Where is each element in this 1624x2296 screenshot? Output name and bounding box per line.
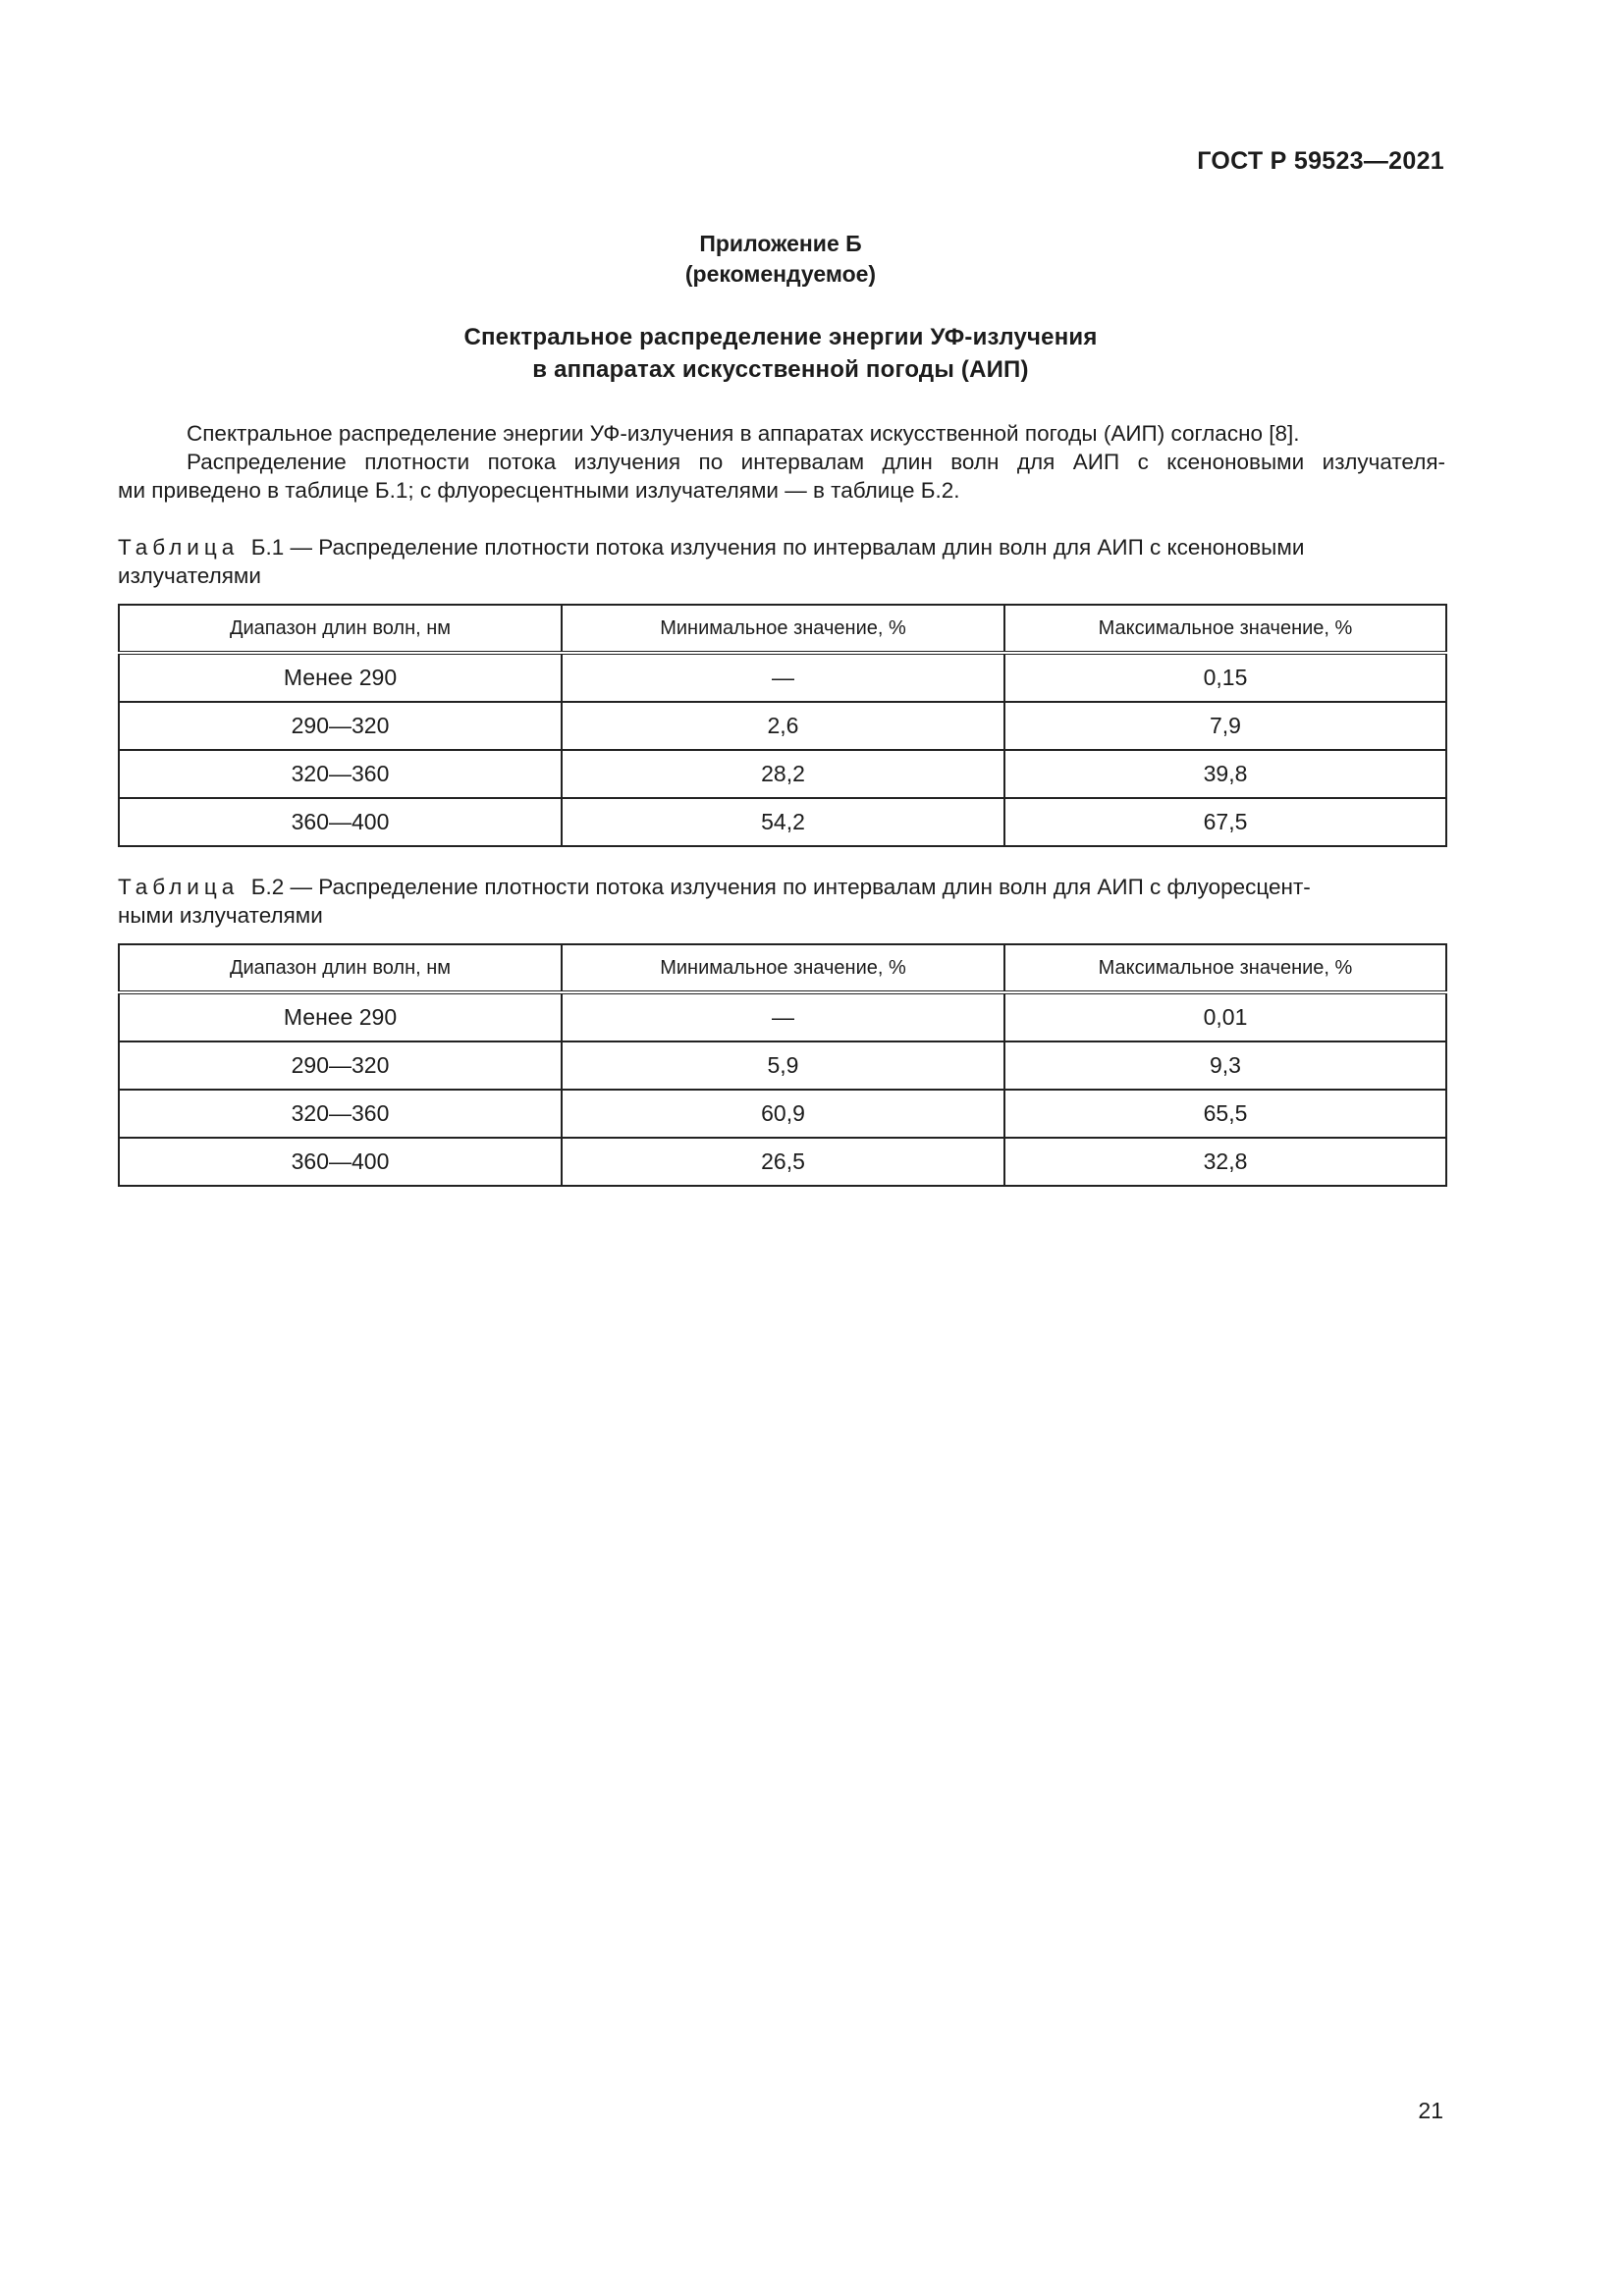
table-1-header-cell: Максимальное значение, %	[1004, 605, 1446, 653]
table-cell: 360—400	[119, 798, 562, 846]
table-cell: 26,5	[562, 1138, 1004, 1186]
table-cell: Менее 290	[119, 653, 562, 702]
annex-label: Приложение Б	[699, 231, 862, 256]
table-cell: 360—400	[119, 1138, 562, 1186]
table-1-caption	[118, 533, 1445, 590]
table-cell: 60,9	[562, 1090, 1004, 1138]
table-2-header-cell: Диапазон длин волн, нм	[119, 944, 562, 992]
table-row	[119, 750, 1446, 798]
table-cell: 9,3	[1004, 1041, 1446, 1090]
table-cell: —	[562, 992, 1004, 1041]
intro-paragraph-2-line-1: Распределение плотности потока излучения по интервалам длин волн для АИП с ксеноновыми излучателя-	[187, 450, 1445, 474]
table-2-caption-line-2: ными излучателями	[118, 903, 323, 928]
table-1-header-cell: Диапазон длин волн, нм	[119, 605, 562, 653]
table-cell: 67,5	[1004, 798, 1446, 846]
table-2-header-row	[119, 944, 1446, 992]
table-1-header-cell: Минимальное значение, %	[562, 605, 1004, 653]
table-2-caption-word: Таблица	[118, 875, 240, 899]
table-cell: 7,9	[1004, 702, 1446, 750]
table-row	[119, 798, 1446, 846]
table-cell: 320—360	[119, 750, 562, 798]
table-cell: 2,6	[562, 702, 1004, 750]
document-id: ГОСТ Р 59523—2021	[1197, 147, 1444, 175]
table-row	[119, 1138, 1446, 1186]
table-row	[119, 1041, 1446, 1090]
table-row	[119, 702, 1446, 750]
table-2-header-cell: Минимальное значение, %	[562, 944, 1004, 992]
table-cell: 290—320	[119, 1041, 562, 1090]
annex-title-line-1: Спектральное распределение энергии УФ-излучения	[463, 324, 1098, 350]
table-row	[119, 653, 1446, 702]
annex-heading	[0, 229, 1561, 290]
table-cell: 39,8	[1004, 750, 1446, 798]
table-cell: 54,2	[562, 798, 1004, 846]
annex-status: (рекомендуемое)	[684, 261, 877, 287]
annex-title-line-2: в аппаратах искусственной погоды (АИП)	[532, 356, 1029, 383]
intro-paragraph-2-line-2: ми приведено в таблице Б.1; с флуоресцентными излучателями — в таблице Б.2.	[118, 478, 960, 503]
table-cell: Менее 290	[119, 992, 562, 1041]
page-number: 21	[1418, 2098, 1443, 2123]
table-2-caption	[118, 873, 1445, 930]
table-1-caption-word: Таблица	[118, 535, 240, 560]
intro-text	[118, 419, 1445, 505]
table-1	[118, 604, 1447, 847]
table-cell: 65,5	[1004, 1090, 1446, 1138]
table-cell: 28,2	[562, 750, 1004, 798]
table-cell: 0,01	[1004, 992, 1446, 1041]
table-2	[118, 943, 1447, 1187]
annex-title	[0, 321, 1561, 386]
table-cell: 32,8	[1004, 1138, 1446, 1186]
table-cell: 5,9	[562, 1041, 1004, 1090]
table-cell: —	[562, 653, 1004, 702]
table-row	[119, 1090, 1446, 1138]
table-cell: 290—320	[119, 702, 562, 750]
table-2-header-cell: Максимальное значение, %	[1004, 944, 1446, 992]
table-row	[119, 992, 1446, 1041]
table-2-caption-text: Б.2 — Распределение плотности потока излучения по интервалам длин волн для АИП с флуоресцент-	[250, 875, 1311, 899]
table-cell: 0,15	[1004, 653, 1446, 702]
table-1-caption-line-2: излучателями	[118, 563, 261, 588]
table-1-header-row	[119, 605, 1446, 653]
intro-paragraph-1: Спектральное распределение энергии УФ-излучения в аппаратах искусственной погоды (АИП) согласно [8].	[187, 421, 1300, 446]
table-cell: 320—360	[119, 1090, 562, 1138]
table-1-caption-text: Б.1 — Распределение плотности потока излучения по интервалам длин волн для АИП с ксеноновыми	[250, 535, 1305, 560]
